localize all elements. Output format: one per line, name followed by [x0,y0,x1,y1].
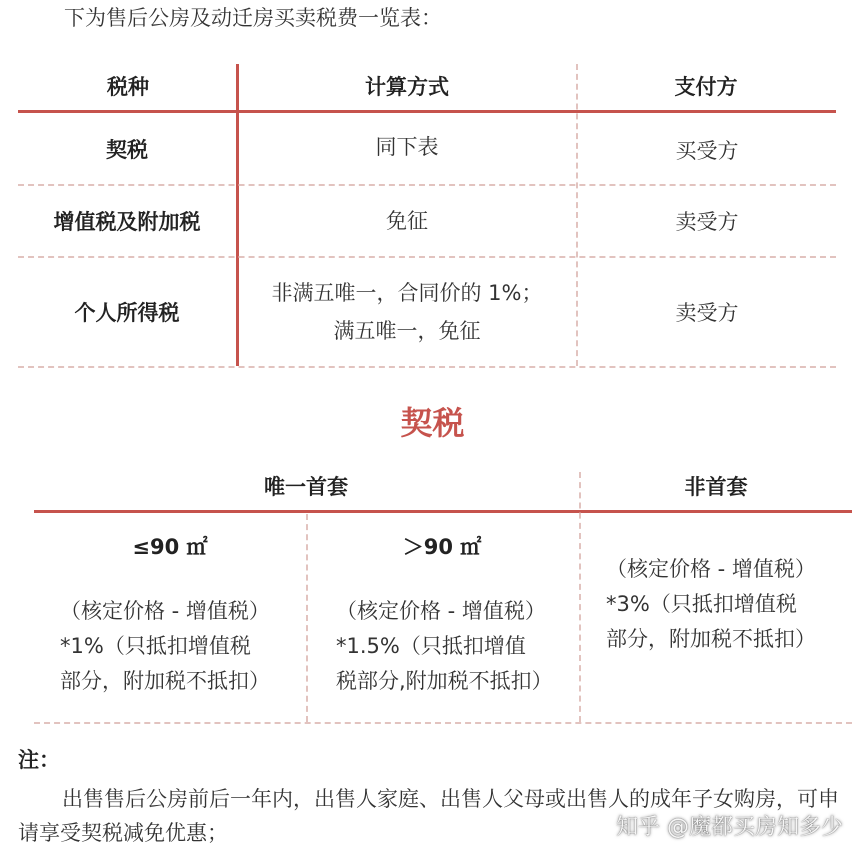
header-divider [18,110,836,113]
row-method: 免征 [386,209,428,233]
watermark: 知乎 @魔都买房知多少 [616,815,843,840]
rate-line: （核定价格 - 增值税） [606,557,816,581]
row-tax-income: 个人所得税 [74,301,180,325]
header-tax-type: 税种 [107,75,149,99]
row-payer: 卖受方 [675,301,739,325]
non-first-rate [606,552,852,657]
note-heading: 注： [18,748,60,772]
area-large-label: ＞90 ㎡ [402,535,482,559]
header-non-first-home: 非首套 [684,475,748,499]
header-first-home: 唯一首套 [264,475,348,499]
intro-text: 下为售后公房及动迁房买卖税费一览表： [64,6,442,30]
rate-line: 部分，附加税不抵扣） [606,627,816,651]
row-divider [18,366,836,368]
rate-line: *3%（只抵扣增值税 [606,592,797,616]
area-large-rate [336,594,576,699]
row-tax-deed: 契税 [106,138,148,162]
rate-line: 税部分,附加税不抵扣） [336,669,553,693]
rate-line: *1.5%（只抵扣增值 [336,634,526,658]
header-divider [34,510,852,513]
rate-line: *1%（只抵扣增值税 [60,634,251,658]
area-small-rate [60,594,300,699]
header-calc-method: 计算方式 [365,75,449,99]
method-line: 满五唯一，免征 [333,319,481,343]
header-payer: 支付方 [674,75,738,99]
row-method [238,258,576,366]
row-tax-vat: 增值税及附加税 [53,210,201,234]
row-divider [34,722,852,724]
rate-line: 部分，附加税不抵扣） [60,669,270,693]
column-divider-dashed [579,472,581,722]
method-line: 非满五唯一，合同价的 1%； [271,281,543,305]
area-small-label: ≤90 ㎡ [132,535,208,559]
row-method: 同下表 [375,135,439,159]
row-payer: 买受方 [675,139,739,163]
row-payer: 卖受方 [675,210,739,234]
rate-line: （核定价格 - 增值税） [336,599,546,623]
note-body: 出售售后公房前后一年内，出售人家庭、出售人父母或出售人的成年子女购房，可申请享受契税减免优惠； [18,787,839,845]
rate-line: （核定价格 - 增值税） [60,599,270,623]
section-title: 契税 [400,404,465,442]
